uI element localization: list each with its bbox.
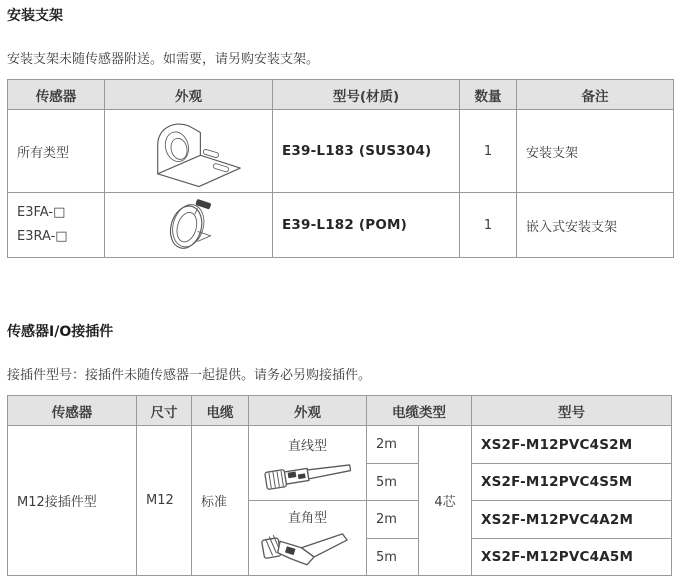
sensor-model-line: E3FA-□ bbox=[17, 205, 66, 220]
right-angle-connector-icon bbox=[249, 528, 366, 570]
sensor-model-line: E3RA-□ bbox=[17, 229, 68, 244]
qty-cell: 1 bbox=[460, 193, 517, 258]
table-row bbox=[8, 193, 674, 258]
connector-note: 接插件型号：接插件未随传感器一起提供。请务必另购接插件。 bbox=[7, 368, 372, 383]
model-cell: XS2F-M12PVC4S2M bbox=[472, 426, 672, 464]
appearance-cell bbox=[249, 426, 367, 501]
col-header-cable: 电缆 bbox=[192, 396, 249, 426]
appearance-cell bbox=[105, 193, 273, 258]
cable-length-cell: 5m bbox=[367, 464, 419, 501]
col-header-model-material: 型号(材质) bbox=[273, 80, 460, 110]
col-header-appearance: 外观 bbox=[249, 396, 367, 426]
flush-ring-bracket-icon bbox=[156, 218, 222, 233]
col-header-appearance: 外观 bbox=[105, 80, 273, 110]
section-mounting-bracket bbox=[7, 8, 672, 258]
col-header-size: 尺寸 bbox=[137, 396, 192, 426]
model-cell: E39-L182 (POM) bbox=[273, 193, 460, 258]
model-cell: E39-L183 (SUS304) bbox=[273, 110, 460, 193]
l-bracket-icon bbox=[130, 144, 248, 159]
connector-table bbox=[7, 395, 672, 576]
col-header-sensor: 传感器 bbox=[8, 80, 105, 110]
table-row bbox=[8, 426, 672, 464]
model-cell: XS2F-M12PVC4A2M bbox=[472, 501, 672, 539]
model-cell: XS2F-M12PVC4A5M bbox=[472, 539, 672, 576]
sensor-cell: M12接插件型 bbox=[8, 426, 137, 576]
right-angle-type-label: 直角型 bbox=[287, 511, 327, 526]
table-header-row bbox=[8, 396, 672, 426]
table-row bbox=[8, 110, 674, 193]
mounting-bracket-table bbox=[7, 79, 674, 258]
col-header-sensor: 传感器 bbox=[8, 396, 137, 426]
model-cell: XS2F-M12PVC4S5M bbox=[472, 464, 672, 501]
appearance-cell bbox=[249, 501, 367, 576]
remark-cell: 安装支架 bbox=[517, 110, 674, 193]
sensor-cell: 所有类型 bbox=[8, 110, 105, 193]
appearance-cell bbox=[105, 110, 273, 193]
straight-type-label: 直线型 bbox=[287, 439, 327, 454]
section-title-mounting-bracket: 安装支架 bbox=[7, 8, 63, 24]
qty-cell: 1 bbox=[460, 110, 517, 193]
cable-length-cell: 2m bbox=[367, 426, 419, 464]
col-header-model: 型号 bbox=[472, 396, 672, 426]
size-cell: M12 bbox=[137, 426, 192, 576]
table-header-row bbox=[8, 80, 674, 110]
cable-cell: 标准 bbox=[192, 426, 249, 576]
cable-length-cell: 5m bbox=[367, 539, 419, 576]
remark-cell: 嵌入式安装支架 bbox=[517, 193, 674, 258]
straight-connector-icon bbox=[249, 456, 366, 492]
col-header-qty: 数量 bbox=[460, 80, 517, 110]
mounting-bracket-note: 安装支架未随传感器附送。如需要，请另购安装支架。 bbox=[7, 52, 320, 67]
col-header-cable-type: 电缆类型 bbox=[367, 396, 472, 426]
section-title-io-connectors: 传感器I/O接插件 bbox=[7, 324, 114, 340]
col-header-remark: 备注 bbox=[517, 80, 674, 110]
sensor-cell bbox=[8, 193, 105, 258]
section-io-connectors bbox=[7, 324, 672, 576]
cable-length-cell: 2m bbox=[367, 501, 419, 539]
cores-cell: 4芯 bbox=[419, 426, 472, 576]
